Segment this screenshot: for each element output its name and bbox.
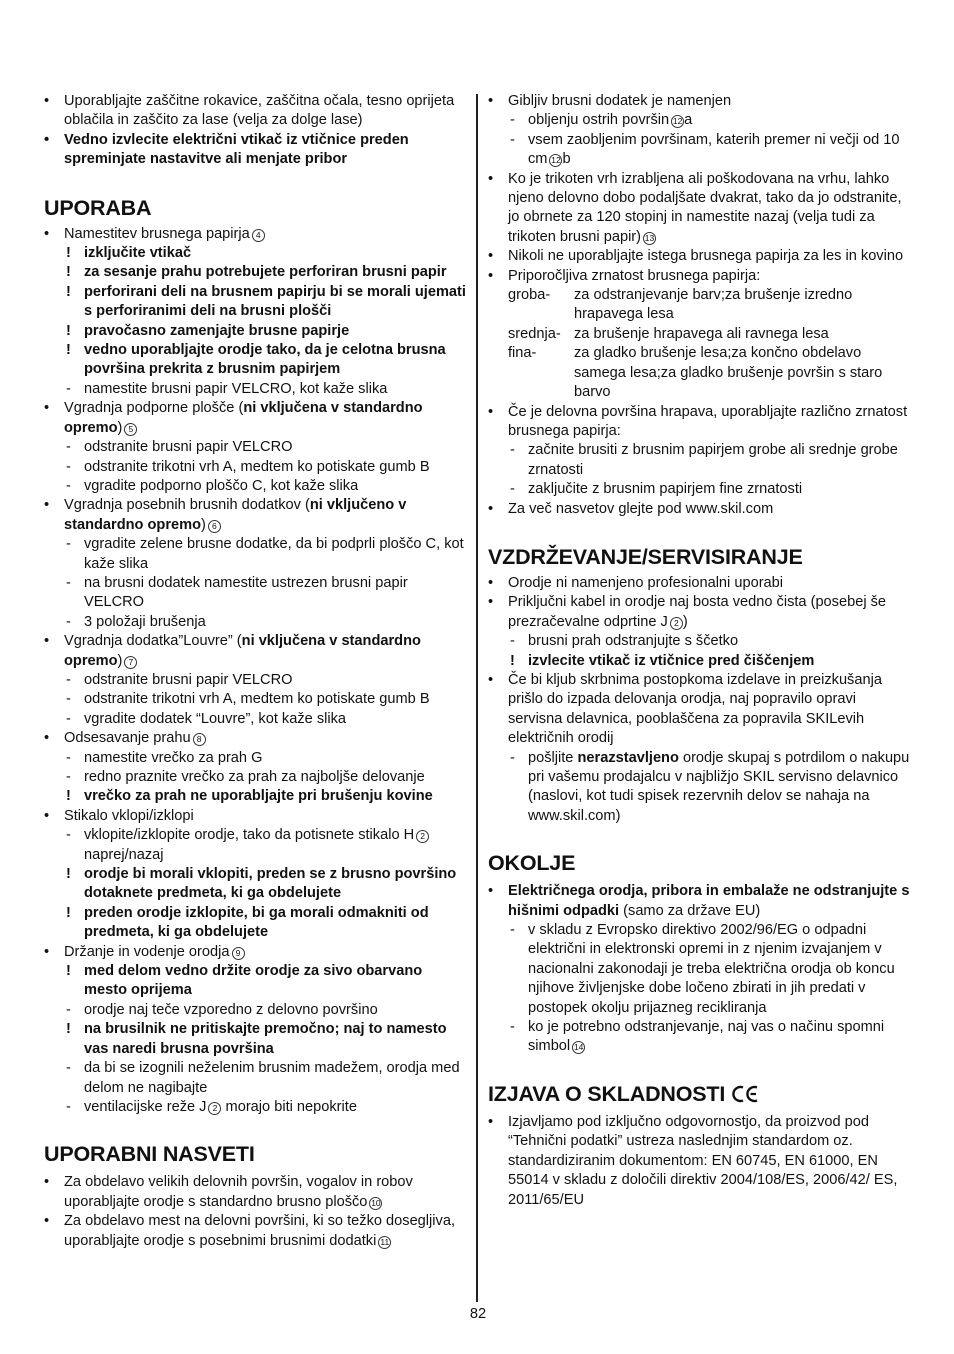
section-heading-vzdrzevanje: VZDRŽEVANJE/SERVISIRANJE [488, 544, 803, 569]
section-heading-uporaba: UPORABA [44, 195, 152, 220]
section-heading-uporabni-nasveti: UPORABNI NASVETI [44, 1142, 255, 1167]
sub-item: - brusni prah odstranjujte s ščetko [488, 632, 912, 651]
list-item: • Vgradnja podporne plošče (ni vključena v standardno opremo) 5 [44, 399, 468, 438]
ce-mark-icon [731, 1085, 761, 1103]
list-item: • Stikalo vklopi/izklopi [44, 807, 468, 826]
list-item: • Priporočljiva zrnatost brusnega papirja: [488, 267, 912, 286]
sub-item: - orodje naj teče vzporedno z delovno površino [44, 1001, 468, 1020]
figure-ref-icon: 6 [208, 520, 221, 533]
sub-item: - namestite vrečko za prah G [44, 749, 468, 768]
sub-item: - redno praznite vrečko za prah za najboljše delovanje [44, 768, 468, 787]
list-item: • Vedno izvlecite električni vtikač iz vtičnice preden spreminjate nastavitve ali menjate pribor [44, 131, 468, 170]
figure-ref-icon: 13 [644, 232, 655, 243]
figure-ref-icon: 2 [416, 830, 429, 843]
sub-item: - namestite brusni papir VELCRO, kot kaže slika [44, 380, 468, 399]
sub-item: - odstranite brusni papir VELCRO [44, 671, 468, 690]
list-item: • Električnega orodja, pribora in embalaže ne odstranjujte s hišnimi odpadki (samo za države EU) [488, 882, 912, 921]
sub-item: - zaključite z brusnim papirjem fine zrnatosti [488, 480, 912, 499]
figure-ref-icon: 14 [573, 1042, 584, 1053]
figure-ref-icon: 5 [124, 423, 137, 436]
list-item: • Če je delovna površina hrapava, uporabljajte različno zrnatost brusnega papirja: [488, 403, 912, 442]
sub-item: - ko je potrebno odstranjevanje, naj vas o načinu spomni simbol 14 [488, 1018, 912, 1057]
sub-item: - obljenju ostrih površin 12 a [488, 111, 912, 130]
sub-item: - v skladu z Evropsko direktivo 2002/96/EG o odpadni električni in elektronski opremi in z njenim izvajanjem v nacionalni zakonodaji je treba električna orodja ob koncu njihove življenjske dobe ločeno zbirati in jih predati v postopek okolju prijazneg recikliranja [488, 921, 912, 1018]
list-item: • Za obdelavo velikih delovnih površin, vogalov in robov uporabljajte orodje s standardno brusno ploščo 10 [44, 1173, 468, 1212]
list-item: • Gibljiv brusni dodatek je namenjen [488, 92, 912, 111]
sub-item: - pošljite nerazstavljeno orodje skupaj s potrdilom o nakupu pri vašemu prodajalcu v najbližjo SKIL servisno delavnico (naslovi, kot tudi spisek rezervnih delov se nahaja na www.skil.com) [488, 749, 912, 827]
left-column [44, 92, 468, 1251]
warning-item: ! izključite vtikač [44, 244, 468, 263]
grit-row: srednja- za brušenje hrapavega ali ravnega lesa [508, 325, 829, 342]
list-item: • Če bi kljub skrbnima postopkoma izdelave in preizkušanja prišlo do izpada delovanja orodja, naj popravilo opravi servisna delavnica, pooblaščena za popravila SKILevih električnih orodij [488, 671, 912, 749]
sub-item: - da bi se izognili neželenim brusnim madežem, orodja med delom ne nagibajte [44, 1059, 468, 1098]
list-item: • Odsesavanje prahu 8 [44, 729, 468, 748]
sub-item: - vgradite podporno ploščo C, kot kaže slika [44, 477, 468, 496]
sub-item: - odstranite trikotni vrh A, medtem ko potiskate gumb B [44, 458, 468, 477]
section-heading-izjava: IZJAVA O SKLADNOSTI [488, 1081, 912, 1107]
warning-item: ! izvlecite vtikač iz vtičnice pred čiščenjem [488, 652, 912, 671]
figure-ref-icon: 12 [672, 116, 683, 127]
list-item: • Vgradnja dodatka”Louvre” (ni vključena v standardno opremo) 7 [44, 632, 468, 671]
figure-ref-icon: 8 [193, 733, 206, 746]
list-item: • Vgradnja posebnih brusnih dodatkov (ni vključeno v standardno opremo) 6 [44, 496, 468, 535]
figure-ref-icon: 7 [124, 656, 137, 669]
figure-ref-icon: 11 [378, 1236, 391, 1249]
list-item: • Priključni kabel in orodje naj bosta vedno čista (posebej še prezračevalne odprtine J 2 ) [488, 593, 912, 632]
list-item: • Za več nasvetov glejte pod www.skil.com [488, 500, 912, 519]
grit-row: fina- za gladko brušenje lesa;za končno obdelavo samega lesa;za gladko brušenje površin s staro barvo [508, 345, 883, 401]
list-item: • Namestitev brusnega papirja 4 [44, 225, 468, 244]
list-item: • Orodje ni namenjeno profesionalni uporabi [488, 574, 912, 593]
figure-ref-icon: 2 [670, 617, 683, 630]
page-number: 82 [469, 1306, 487, 1322]
warning-item: ! orodje bi morali vklopiti, preden se z brusno površino dotaknete predmeta, ki ga obdelujete [44, 865, 468, 904]
sub-item: - ventilacijske reže J 2 morajo biti nepokrite [44, 1098, 468, 1117]
section-heading-okolje: OKOLJE [488, 851, 576, 876]
list-item: • Uporabljajte zaščitne rokavice, zaščitna očala, tesno oprijeta oblačila in zaščito za lase (velja za dolge lase) [44, 92, 468, 131]
sub-item: - vgradite dodatek “Louvre”, kot kaže slika [44, 710, 468, 729]
figure-ref-icon: 12 [551, 155, 561, 166]
list-item: • Za obdelavo mest na delovni površini, ki so težko dosegljiva, uporabljajte orodje s posebnimi brusnimi dodatki 11 [44, 1212, 468, 1251]
warning-item: ! na brusilnik ne pritiskajte premočno; naj to namesto vas naredi brusna površina [44, 1020, 468, 1059]
figure-ref-icon: 9 [232, 947, 245, 960]
figure-ref-icon: 10 [371, 1197, 381, 1208]
sub-item: - vklopite/izklopite orodje, tako da potisnete stikalo H 2 naprej/nazaj [44, 826, 468, 865]
warning-item: ! vrečko za prah ne uporabljajte pri brušenju kovine [44, 787, 468, 806]
list-item: • Ko je trikoten vrh izrabljena ali poškodovana na vrhu, lahko njeno delovno dobo podaljšate dvakrat, tako da jo odstranite, jo obrnete za 120 stopinj in namestite nazaj (velja tudi za trikoten brusni papir) 13 [488, 170, 912, 248]
sub-item: - vsem zaobljenim površinam, katerih premer ni večji od 10 cm 12 b [488, 131, 912, 170]
warning-item: ! pravočasno zamenjajte brusne papirje [44, 322, 468, 341]
warning-item: ! med delom vedno držite orodje za sivo obarvano mesto oprijema [44, 962, 468, 1001]
sub-item: - na brusni dodatek namestite ustrezen brusni papir VELCRO [44, 574, 468, 613]
warning-item: ! preden orodje izklopite, bi ga morali odmakniti od predmeta, ki ga obdelujete [44, 904, 468, 943]
column-divider [476, 94, 478, 1302]
list-item: • Izjavljamo pod izključno odgovornostjo, da proizvod pod “Tehnični podatki” ustreza naslednjim standardom oz. standardiziranim dokumentom: EN 60745, EN 61000, EN 55014 v skladu z določili direktiv 2004/108/ES, 2006/42/ ES, 2011/65/EU [488, 1113, 912, 1210]
sub-item: - začnite brusiti z brusnim papirjem grobe ali srednje grobe zrnatosti [488, 441, 912, 480]
sub-item: - 3 položaji brušenja [44, 613, 468, 632]
warning-item: ! vedno uporabljajte orodje tako, da je celotna brusna površina prekrita z brusnim papirjem [44, 341, 468, 380]
figure-ref-icon: 2 [208, 1102, 221, 1115]
sub-item: - odstranite trikotni vrh A, medtem ko potiskate gumb B [44, 690, 468, 709]
warning-item: ! perforirani deli na brusnem papirju bi se morali ujemati s perforiranimi deli na brusni plošči [44, 283, 468, 322]
list-item: • Držanje in vodenje orodja 9 [44, 943, 468, 962]
figure-ref-icon: 4 [252, 229, 265, 242]
list-item: • Nikoli ne uporabljajte istega brusnega papirja za les in kovino [488, 247, 912, 266]
grit-row: groba- za odstranjevanje barv;za brušenje izredno hrapavega lesa [508, 287, 853, 323]
sub-item: - odstranite brusni papir VELCRO [44, 438, 468, 457]
warning-item: ! za sesanje prahu potrebujete perforiran brusni papir [44, 263, 468, 282]
right-column [488, 92, 912, 1210]
sub-item: - vgradite zelene brusne dodatke, da bi podprli ploščo C, kot kaže slika [44, 535, 468, 574]
